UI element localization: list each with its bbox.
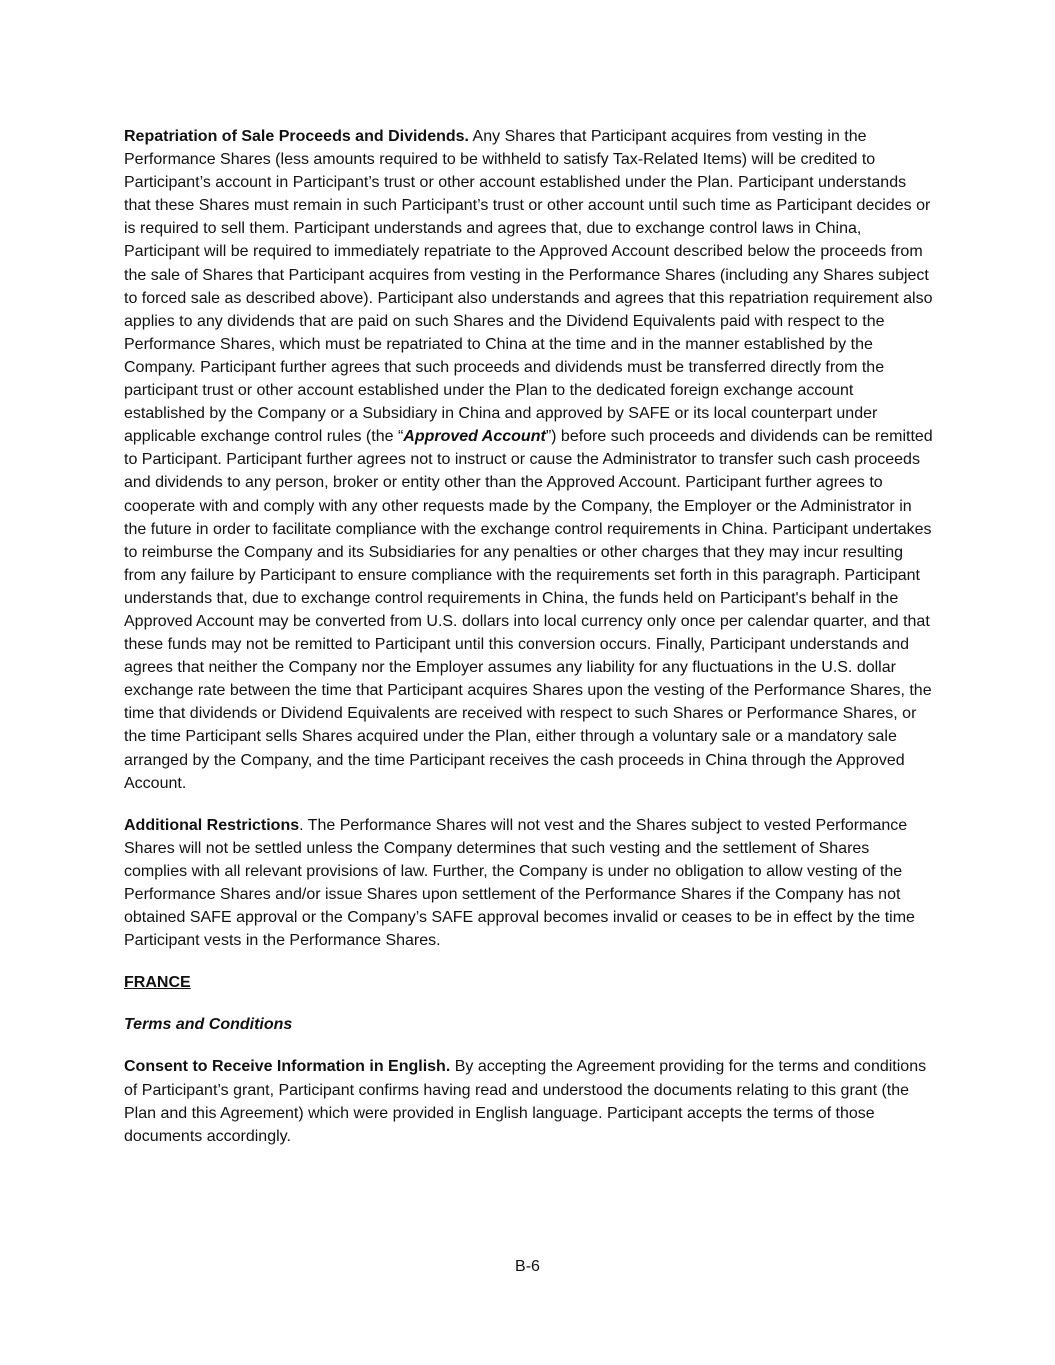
repatriation-text-part-1: Any Shares that Participant acquires from vesting in the Performance Shares (less amounts required to be withheld to satisfy Tax-Related Items) will be credited to Participant’s account in Participant’s trust or other account established under the Plan. Participant understands that these Shares must remain in such Participant’s trust or other account until such time as Participant decides or is required to sell them. Participant understands and agrees that, due to exchange control laws in China, Participant will be required to immediately repatriate to the Approved Account described below the proceeds from the sale of Shares that Participant acquires from vesting in the Performance Shares (including any Shares subject to forced sale as described above). Participant also understands and agrees that this repatriation requirement also applies to any dividends that are paid on such Shares and the Dividend Equivalents paid with respect to the Performance Shares, which must be repatriated to China at the time and in the manner established by the Company. Participant further agrees that such proceeds and dividends must be transferred directly from the participant trust or other account established under the Plan to the dedicated foreign exchange account established by the Company or a Subsidiary in China and approved by SAFE or its local counterpart under applicable exchange control rules (the “ xyxy=(124,128,933,446)
consent-text: By accepting the Agreement providing for the terms and conditions of Participant’s grant, Participant confirms having read and understood the documents relating to this grant (the Plan and this Agreement) which were provided in English language. Participant accepts the terms of those documents accordingly. xyxy=(124,1058,927,1145)
repatriation-heading: Repatriation of Sale Proceeds and Dividends. xyxy=(124,128,469,145)
approved-account-term: Approved Account xyxy=(403,428,546,446)
country-heading-text: FRANCE xyxy=(124,974,191,992)
additional-restrictions-paragraph xyxy=(124,814,934,953)
country-heading xyxy=(124,971,934,994)
section-subheading xyxy=(124,1013,934,1036)
document-body xyxy=(124,125,934,1167)
consent-heading: Consent to Receive Information in English. xyxy=(124,1058,451,1076)
repatriation-text-part-2: ”) before such proceeds and dividends can be remitted to Participant. Participant further agrees not to instruct or cause the Administrator to transfer such cash proceeds and dividends to any person, broker or entity other than the Approved Account. Participant further agrees to cooperate with and comply with any other requests made by the Company, the Employer or the Administrator in the future in order to facilitate compliance with the exchange control requirements in China. Participant undertakes to reimburse the Company and its Subsidiaries for any penalties or other charges that they may incur resulting from any failure by Participant to ensure compliance with the requirements set forth in this paragraph. Participant understands that, due to exchange control requirements in China, the funds held on Participant's behalf in the Approved Account may be converted from U.S. dollars into local currency only once per calendar quarter, and that these funds may not be remitted to Participant until this conversion occurs. Finally, Participant understands and agrees that neither the Company nor the Employer assumes any liability for any fluctuations in the U.S. dollar exchange rate between the time that Participant acquires Shares upon the vesting of the Performance Shares, the time that dividends or Dividend Equivalents are received with respect to such Shares or Performance Shares, or the time Participant sells Shares acquired under the Plan, either through a voluntary sale or a mandatory sale arranged by the Company, and the time Participant receives the cash proceeds in China through the Approved Account. xyxy=(124,428,933,792)
repatriation-paragraph xyxy=(124,125,934,795)
section-subheading-text: Terms and Conditions xyxy=(124,1016,293,1034)
additional-restrictions-heading: Additional Restrictions xyxy=(124,816,300,834)
consent-paragraph xyxy=(124,1055,934,1147)
page-number: B-6 xyxy=(515,1258,540,1275)
additional-restrictions-text: . The Performance Shares will not vest and the Shares subject to vested Performance Shares will not be settled unless the Company determines that such vesting and the settlement of Shares complies with all relevant provisions of law. Further, the Company is under no obligation to allow vesting of the Performance Shares and/or issue Shares upon settlement of the Performance Shares if the Company has not obtained SAFE approval or the Company’s SAFE approval becomes invalid or ceases to be in effect by the time Participant vests in the Performance Shares. xyxy=(124,816,915,950)
